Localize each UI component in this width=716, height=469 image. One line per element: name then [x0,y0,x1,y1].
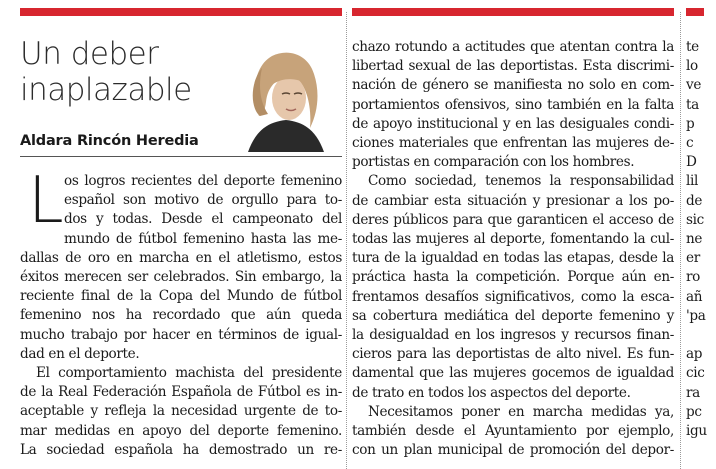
text-fragment: ro [686,269,700,286]
text-line: portistas en comparación con los hombres. [352,154,635,171]
text-fragment: igu [686,423,707,440]
text-line: Necesitamos poner en marcha medidas ya, [368,403,674,420]
text-line: portamientos ofensivos, sino también en la falta [352,96,674,113]
text-fragment: p [686,115,695,132]
text-line: frentamos desafíos significativos, como la esca- [352,288,674,305]
text-line: reciente final de la Copa del Mundo de fútbol [20,288,342,305]
text-line: también desde el Ayuntamiento por ejemplo, [352,423,674,440]
text-line: de la Real Federación Española de Fútbol es in- [20,384,342,401]
text-line: deres públicos para que garanticen el acceso de [352,211,674,228]
text-fragment: lo [686,58,698,75]
text-line: El comportamiento machista del presidente [36,365,342,382]
text-fragment: ra [686,384,700,401]
text-fragment: er [686,250,700,267]
paragraph-4 [352,172,674,402]
headline-line-1: Un deber [20,36,159,72]
red-bar-col3 [686,8,704,16]
text-fragment: pc [686,403,702,420]
text-line: mar medidas en apoyo del deporte femenino. [20,422,342,439]
text-line: mucho trabajo por hacer en términos de igual- [20,326,342,343]
text-line: con un plan municipal de promoción del depor- [352,442,674,459]
text-fragment: c [686,135,694,152]
text-line: la desigualdad en los ingresos y recursos finan- [352,327,674,344]
text-line: de trato en todos los aspectos del deporte. [352,384,631,401]
text-line: dallas de oro en marcha en el atletismo, estos [20,249,342,266]
text-fragment: D [686,154,697,171]
column-divider-1 [346,12,347,469]
author-byline: Aldara Rincón Heredia [20,133,199,149]
red-bar-col1 [20,8,342,16]
author-photo [242,42,330,152]
text-line: os logros recientes del deporte femenino [64,173,342,189]
paragraph-3 [352,38,674,172]
column-2 [352,38,674,460]
column-1 [20,164,342,460]
text-line: de apoyo institucional y en las desiguales condi- [352,115,674,132]
text-fragment: de [686,192,703,209]
text-line: de cambiar esta situación y presionar a los po- [352,192,674,209]
text-line: sa cobertura mediática del deporte femenino y [352,307,674,324]
red-bar-col2 [352,8,674,16]
paragraph-1 [20,249,342,364]
text-line: mundo de fútbol femenino hasta las me- [64,230,342,247]
text-fragment: ap [686,346,703,363]
drop-cap: L [28,164,64,238]
text-line: español son motivo de orgullo para to- [64,192,342,209]
lead-lines [20,164,342,249]
text-fragment [686,326,716,345]
text-line: femenino nos ha recordado que aún queda [20,307,342,324]
text-fragment: te [686,39,699,55]
text-fragment: cic [686,365,705,382]
text-line: todas las mujeres al deporte, fomentando la cul- [352,231,674,248]
text-line: aceptable y refleja la necesidad urgente de to- [20,403,342,420]
text-line: dos y todas. Desde el campeonato del [64,211,342,228]
column-3-partial [686,38,716,441]
text-fragment: 'pa [686,307,706,324]
text-fragment: lil [686,173,698,190]
column-divider-2 [680,12,681,469]
article-headline [20,36,192,108]
text-fragment: ta [686,96,699,113]
paragraph-5 [352,403,674,461]
text-line: ciones materiales que enfrentan las mujeres de- [352,135,674,152]
text-line: La sociedad española ha demostrado un re- [20,441,342,458]
text-line: éxitos merecen ser celebrados. Sin embargo, la [20,269,342,286]
text-line: libertad sexual de las deportistas. Esta discrimi- [352,58,674,75]
text-line: tura de la igualdad en todas las etapas, desde la [352,250,674,267]
text-line: dad en el deporte. [20,345,140,362]
headline-line-2: inaplazable [20,72,192,108]
text-line: práctica hasta la competición. Porque aún en- [352,269,674,286]
byline-rule [20,156,342,157]
text-fragment: sic [686,211,704,228]
text-fragment: añ [686,288,703,305]
text-fragment: ve [686,77,702,94]
text-line: chazo rotundo a actitudes que atentan contra la [352,39,674,55]
text-fragment: ne [686,231,703,248]
text-line: cieros para las deportistas de alto nivel. Es fun- [352,346,674,363]
text-line: nación de género se manifiesta no solo en com- [352,77,674,94]
text-line: damental que las mujeres gocemos de igualdad [352,365,674,382]
paragraph-2 [20,364,342,460]
text-line: Como sociedad, tenemos la responsabilidad [368,173,674,190]
